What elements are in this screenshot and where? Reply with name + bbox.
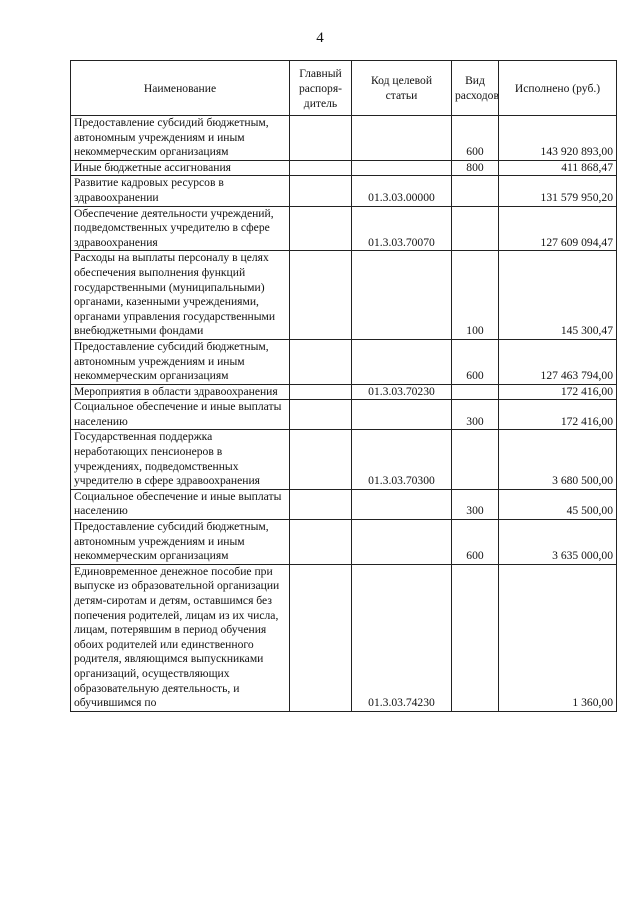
row-amount: 172 416,00: [499, 384, 617, 400]
row-admin: [290, 520, 352, 565]
table-header-row: [71, 61, 617, 116]
row-name: Развитие кадровых ресурсов в здравоохранении: [71, 176, 290, 206]
row-code: [352, 251, 452, 340]
row-name: Обеспечение деятельности учреждений, подведомственных учредителю в сфере здравоохранения: [71, 206, 290, 251]
header-admin: Главный распоря-дитель: [290, 61, 352, 116]
row-type: [452, 176, 499, 206]
table-row: [71, 400, 617, 430]
row-type: [452, 430, 499, 489]
row-admin: [290, 400, 352, 430]
row-type: 600: [452, 520, 499, 565]
row-name: Мероприятия в области здравоохранения: [71, 384, 290, 400]
row-code: [352, 489, 452, 519]
row-amount: 172 416,00: [499, 400, 617, 430]
table-row: [71, 520, 617, 565]
row-code: [352, 160, 452, 176]
row-admin: [290, 489, 352, 519]
row-amount: 3 680 500,00: [499, 430, 617, 489]
row-code: 01.3.03.00000: [352, 176, 452, 206]
row-code: 01.3.03.70230: [352, 384, 452, 400]
table-row: [71, 489, 617, 519]
row-code: 01.3.03.70300: [352, 430, 452, 489]
table-row: [71, 564, 617, 711]
row-name: Социальное обеспечение и иные выплаты населению: [71, 489, 290, 519]
row-amount: 143 920 893,00: [499, 116, 617, 161]
header-name: Наименование: [71, 61, 290, 116]
row-code: [352, 520, 452, 565]
table-row: [71, 116, 617, 161]
row-code: [352, 116, 452, 161]
row-code: 01.3.03.70070: [352, 206, 452, 251]
row-amount: 127 609 094,47: [499, 206, 617, 251]
row-amount: 45 500,00: [499, 489, 617, 519]
budget-execution-table: [70, 60, 617, 712]
row-name: Предоставление субсидий бюджетным, автономным учреждениям и иным некоммерческим организациям: [71, 116, 290, 161]
row-amount: 1 360,00: [499, 564, 617, 711]
table-row: [71, 384, 617, 400]
row-name: Предоставление субсидий бюджетным, автономным учреждениям и иным некоммерческим организациям: [71, 339, 290, 384]
table-row: [71, 206, 617, 251]
row-type: [452, 206, 499, 251]
table-row: [71, 160, 617, 176]
page-number: 4: [316, 30, 324, 46]
row-name: Социальное обеспечение и иные выплаты населению: [71, 400, 290, 430]
header-type: Вид расходов: [452, 61, 499, 116]
table-row: [71, 176, 617, 206]
row-code: [352, 339, 452, 384]
row-type: 300: [452, 489, 499, 519]
row-name: Государственная поддержка неработающих пенсионеров в учреждениях, подведомственных учредителю в сфере здравоохранения: [71, 430, 290, 489]
header-code: Код целевой статьи: [352, 61, 452, 116]
row-admin: [290, 384, 352, 400]
table-row: [71, 339, 617, 384]
row-name: Предоставление субсидий бюджетным, автономным учреждениям и иным некоммерческим организациям: [71, 520, 290, 565]
row-type: 600: [452, 339, 499, 384]
row-amount: 127 463 794,00: [499, 339, 617, 384]
row-admin: [290, 564, 352, 711]
row-name: Единовременное денежное пособие при выпуске из образовательной организации детям-сиротам и детям, оставшимся без попечения родителей, лицам из их числа, лицам, потерявшим в период обучения обоих родителей или единственного родителя, являющимся выпускниками организаций, осуществляющих образовательную деятельность, и обучившимся по: [71, 564, 290, 711]
row-admin: [290, 160, 352, 176]
row-type: 300: [452, 400, 499, 430]
row-admin: [290, 206, 352, 251]
row-admin: [290, 430, 352, 489]
row-type: 800: [452, 160, 499, 176]
row-admin: [290, 339, 352, 384]
row-admin: [290, 116, 352, 161]
row-amount: 131 579 950,20: [499, 176, 617, 206]
row-admin: [290, 251, 352, 340]
table-row: [71, 430, 617, 489]
row-amount: 3 635 000,00: [499, 520, 617, 565]
row-type: 600: [452, 116, 499, 161]
row-code: [352, 400, 452, 430]
table-row: [71, 251, 617, 340]
row-name: Иные бюджетные ассигнования: [71, 160, 290, 176]
row-code: 01.3.03.74230: [352, 564, 452, 711]
row-amount: 411 868,47: [499, 160, 617, 176]
header-amount: Исполнено (руб.): [499, 61, 617, 116]
row-type: [452, 564, 499, 711]
row-admin: [290, 176, 352, 206]
row-type: 100: [452, 251, 499, 340]
row-type: [452, 384, 499, 400]
row-name: Расходы на выплаты персоналу в целях обеспечения выполнения функций государственными (муниципальными) органами, казенными учреждениями, органами управления государственными внебюджетными фондами: [71, 251, 290, 340]
row-amount: 145 300,47: [499, 251, 617, 340]
